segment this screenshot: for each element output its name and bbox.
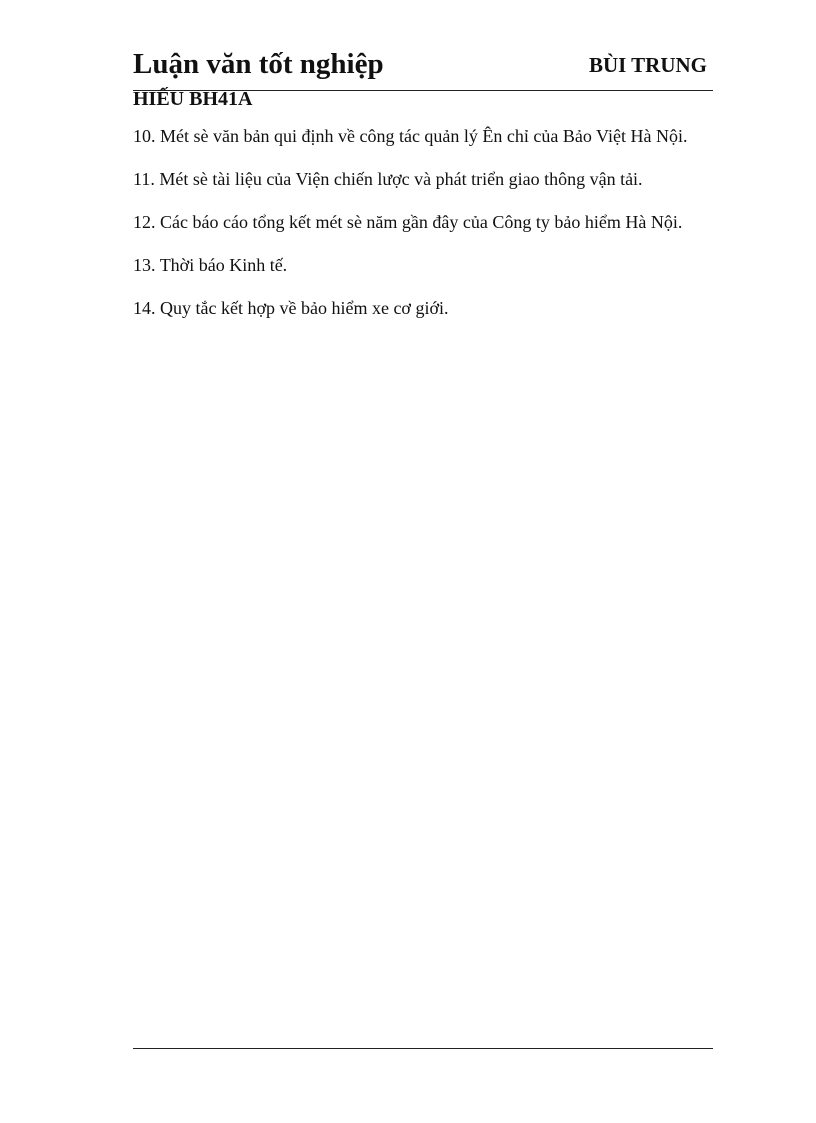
reference-item — [133, 121, 709, 151]
reference-text: Thời báo Kinh tế. — [159, 255, 288, 275]
page-header — [133, 44, 713, 91]
reference-text: Mét sè tài liệu của Viện chiến lược và phát triển giao thông vận tải. — [159, 169, 643, 189]
footer-divider — [133, 1048, 713, 1049]
reference-item — [133, 207, 709, 237]
reference-number: 12. — [133, 212, 160, 232]
header-subtitle: HIẾU BH41A — [133, 88, 253, 110]
reference-text: Các báo cáo tổng kết mét sè năm gần đây của Công ty bảo hiểm Hà Nội. — [160, 212, 683, 232]
header-title: Luận văn tốt nghiệp — [133, 48, 384, 80]
reference-item — [133, 250, 709, 280]
reference-item — [133, 293, 709, 323]
header-author: BÙI TRUNG — [588, 53, 707, 77]
reference-item — [133, 164, 709, 194]
reference-text: Quy tắc kết hợp về bảo hiểm xe cơ giới. — [160, 298, 449, 318]
reference-text: Mét sè văn bản qui định về công tác quản lý Ên chỉ của Bảo Việt Hà Nội. — [160, 126, 688, 146]
reference-number: 10. — [133, 126, 160, 146]
reference-number: 14. — [133, 298, 160, 318]
reference-list — [133, 121, 709, 336]
reference-number: 13. — [133, 255, 160, 275]
reference-number: 11. — [133, 169, 160, 189]
